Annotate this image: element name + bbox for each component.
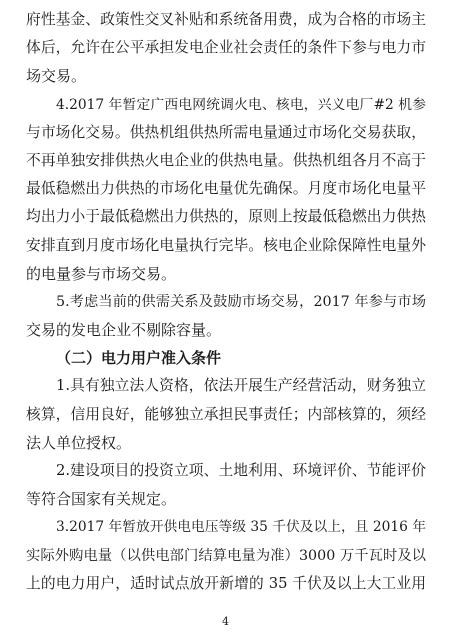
text-line: 场交易。 — [26, 67, 87, 86]
text-line: 最低稳燃出力供热的市场化电量优先确保。月度市场化电量平 — [26, 180, 426, 198]
page-number: 4 — [222, 615, 229, 628]
text-line: 上的电力用户，适时试点放开新增的 35 千伏及以上大工业用 — [26, 574, 426, 592]
text-line: 的电量参与市场交易。 — [26, 264, 177, 283]
text-line: 均出力小于最低稳燃出力供热的，原则上按最低稳燃出力供热 — [26, 208, 426, 226]
document-body — [26, 6, 426, 598]
text-line: 4.2017 年暂定广西电网统调火电、核电，兴义电厂#2 机参 — [56, 96, 426, 113]
text-line: 交易的发电企业不剔除容量。 — [26, 321, 222, 340]
text-line: 5.考虑当前的供需关系及鼓励市场交易，2017 年参与市场 — [56, 293, 426, 310]
text-line: 法人单位授权。 — [26, 433, 132, 452]
text-line: 核算，信用良好，能够独立承担民事责任；内部核算的，须经 — [26, 405, 426, 423]
section-heading: （二）电力用户准入条件 — [56, 349, 222, 368]
text-line: 安排直到月度市场化电量执行完毕。核电企业除保障性电量外 — [26, 236, 426, 254]
text-line: 府性基金、政策性交叉补贴和系统备用费，成为合格的市场主 — [26, 11, 426, 28]
text-line: 3.2017 年暂放开供电电压等级 35 千伏及以上，且 2016 年 — [56, 519, 426, 536]
text-line: 1.具有独立法人资格，依法开展生产经营活动，财务独立 — [56, 377, 426, 395]
text-line: 不再单独安排供热火电企业的供热电量。供热机组各月不高于 — [26, 151, 426, 169]
text-line: 2.建设项目的投资立项、土地利用、环境评价、节能评价 — [56, 462, 426, 479]
text-line: 实际外购电量（以供电部门结算电量为准）3000 万千瓦时及以 — [26, 547, 426, 564]
text-line: 与市场化交易。供热机组供热所需电量通过市场化交易获取， — [26, 123, 426, 141]
text-line: 等符合国家有关规定。 — [26, 490, 177, 509]
text-line: 体后，允许在公平承担发电企业社会责任的条件下参与电力市 — [26, 39, 426, 57]
